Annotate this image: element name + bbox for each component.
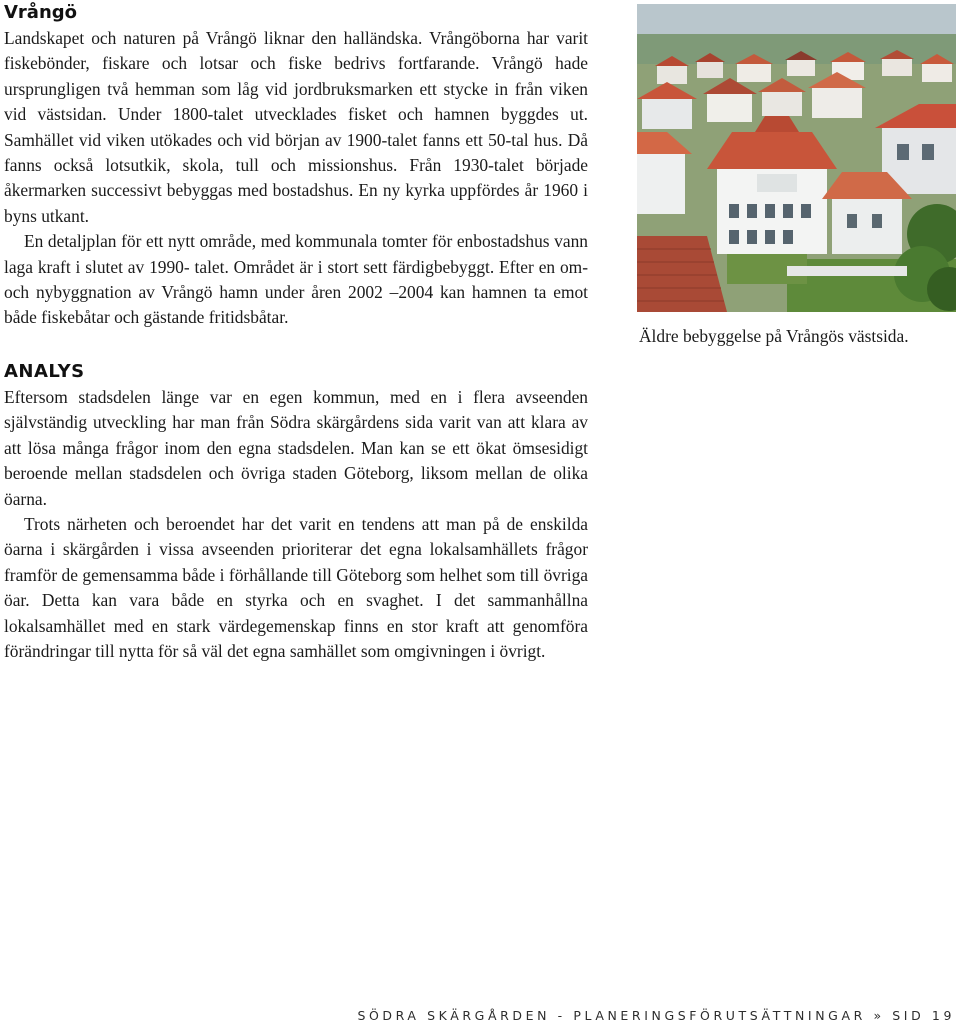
paragraph-analys-1: Eftersom stadsdelen länge var en egen kommun, med en i flera avseenden självständig utveckling har man från Södra skärgårdens sida varit van att klara av att lösa många frågor inom den egna stadsdelen. Man kan se ett ökat ömsesidigt beroende mellan stadsdelen och övriga staden Göteborg, liksom mellan de olika öarna. bbox=[4, 386, 588, 509]
paragraph-analys-2: Trots närheten och beroendet har det varit en tendens att man på de enskilda öarna i skärgården i vissa avseenden prioriterar det egna lokalsamhällets frågor framför de gemensamma både i förhållande till Göteborg som helhet som till övriga öar. Detta kan vara både en styrka och en svaghet. I det sammanhållna lokalsamhället med en stark värdegemenskap finns en stor kraft att genomföra förändringar till nytta för så väl det egna samhället som omgivningen i övrigt. bbox=[4, 513, 588, 661]
section-analys bbox=[4, 359, 588, 664]
paragraph-vrango-history: Landskapet och naturen på Vrångö liknar den halländska. Vrångöborna har varit fiskebönder, fiskare och lotsar och fiske bedrivs fortfarande. Vrångö hade ursprungligen två hemman som låg vid jordbruksmarken ett stycke in från viken vid västsidan. Under 1800-talet utvecklades fisket och hamnen byggdes ut. Samhället vid viken utökades och vid början av 1900-talet fanns ett 50-tal hus. Då fanns också lotsutkik, skola, tull och missionshus. Från 1930-talet började åkermarken successivt bebyggas med bostadshus. En ny kyrka uppfördes år 1960 i byns utkant. bbox=[4, 28, 588, 226]
page-footer: SÖDRA SKÄRGÅRDEN - PLANERINGSFÖRUTSÄTTNINGAR » SID 19 bbox=[357, 1008, 955, 1023]
village-photo bbox=[637, 4, 956, 312]
section-vrango bbox=[4, 0, 588, 331]
main-text-column bbox=[4, 0, 588, 664]
section-heading-analys: ANALYS bbox=[4, 360, 85, 382]
paragraph-vrango-detaljplan: En detaljplan för ett nytt område, med kommunala tomter för enbostadshus vann laga kraft i slutet av 1990- talet. Området är i stort sett färdigbebyggt. Efter en om- och nybyggnation av Vrångö hamn under åren 2002 –2004 kan hamnen ta emot både fiskebåtar och gästande fritidsbåtar. bbox=[4, 231, 588, 328]
photo-caption: Äldre bebyggelse på Vrångös västsida. bbox=[639, 326, 909, 346]
section-heading-vrango: Vrångö bbox=[4, 2, 78, 23]
